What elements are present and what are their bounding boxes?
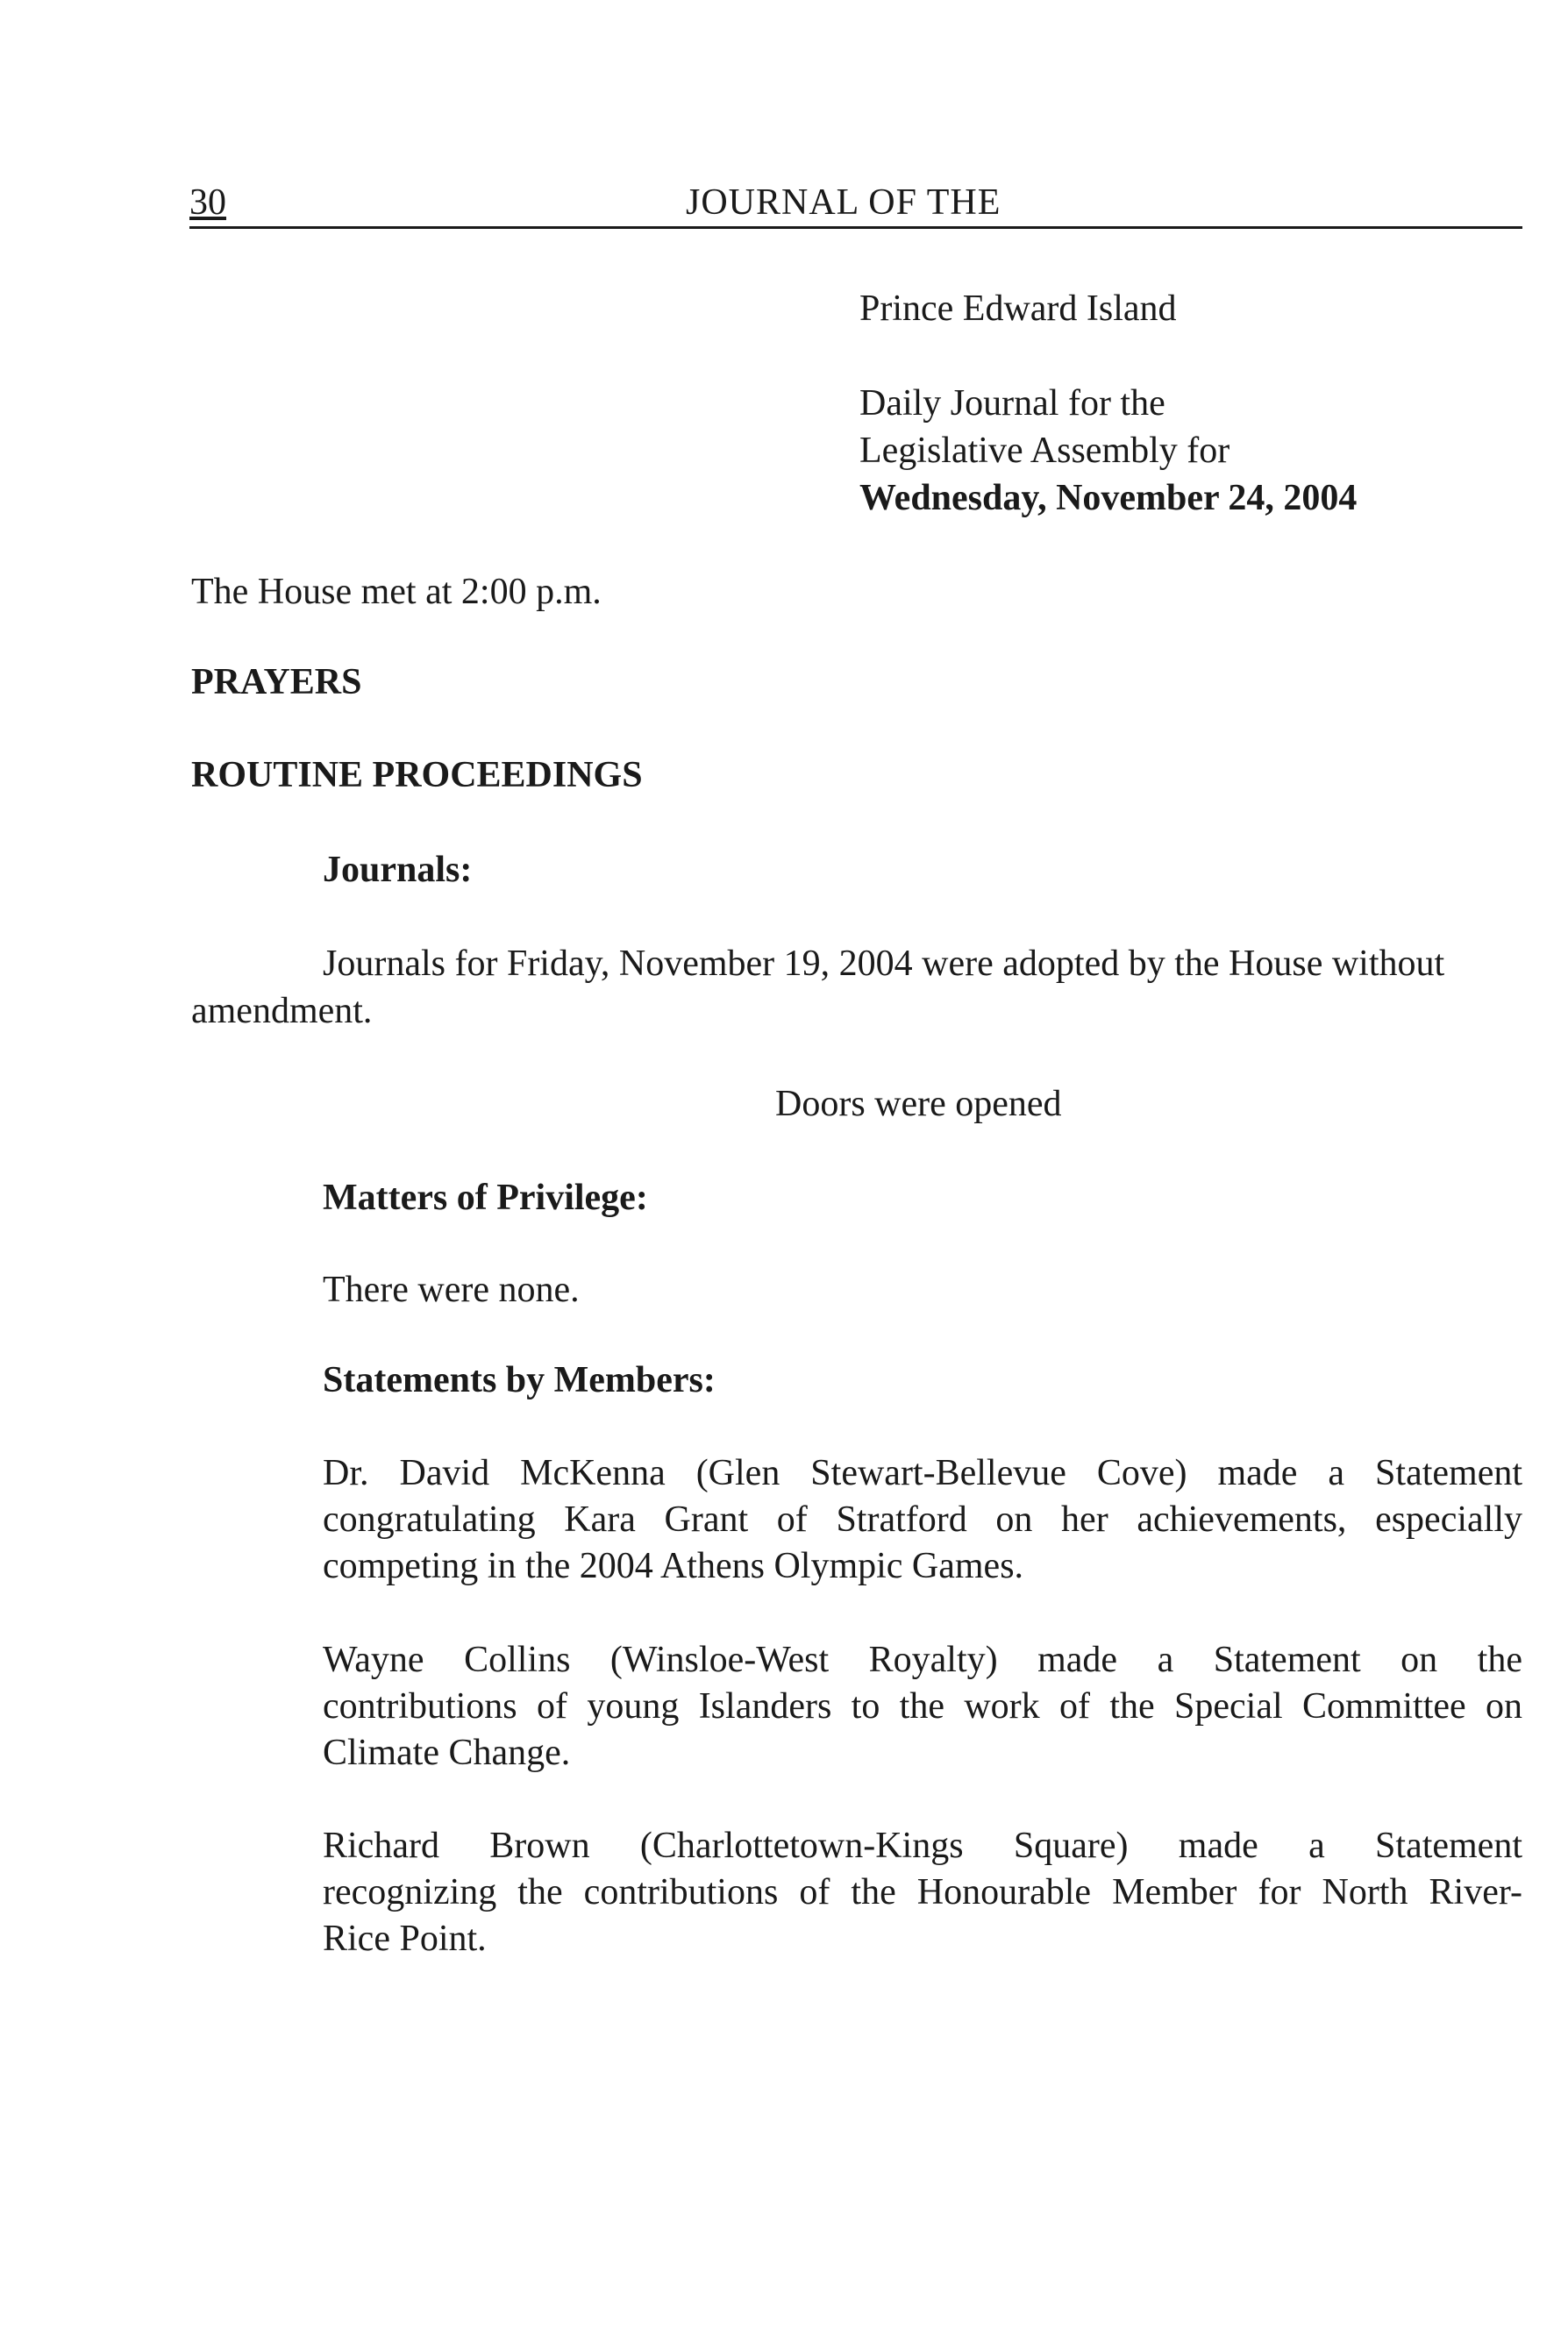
- statement-paragraph: [323, 1450, 1522, 1590]
- statement-line: Richard Brown (Charlottetown-Kings Square) made a Statement: [323, 1826, 1522, 1866]
- routine-proceedings-heading: ROUTINE PROCEEDINGS: [191, 755, 643, 795]
- running-title: JOURNAL OF THE: [686, 182, 1001, 223]
- statement-paragraph: [323, 1823, 1522, 1962]
- statement-line: contributions of young Islanders to the work of the Special Committee on: [323, 1686, 1522, 1727]
- statement-line: Rice Point.: [323, 1919, 487, 1959]
- page-number: 30: [189, 182, 226, 223]
- journal-title-line1: Daily Journal for the: [859, 383, 1165, 424]
- statement-line: congratulating Kara Grant of Stratford on her achievements, especially: [323, 1499, 1522, 1540]
- journals-heading: Journals:: [323, 850, 473, 890]
- doors-opened-text: Doors were opened: [775, 1084, 1062, 1124]
- statements-heading: Statements by Members:: [323, 1360, 716, 1400]
- prayers-heading: PRAYERS: [191, 662, 362, 702]
- statement-line: Dr. David McKenna (Glen Stewart-Bellevue Cove) made a Statement: [323, 1453, 1522, 1493]
- province-name: Prince Edward Island: [859, 288, 1177, 329]
- journal-title-line2: Legislative Assembly for: [859, 431, 1230, 471]
- statement-line: recognizing the contributions of the Honourable Member for North River-: [323, 1872, 1522, 1912]
- statement-paragraph: [323, 1637, 1522, 1777]
- privilege-heading: Matters of Privilege:: [323, 1178, 648, 1218]
- statement-line: Climate Change.: [323, 1733, 571, 1773]
- journals-text-line1: Journals for Friday, November 19, 2004 were adopted by the House without: [323, 944, 1445, 984]
- statement-line: Wayne Collins (Winsloe-West Royalty) made a Statement on the: [323, 1640, 1522, 1680]
- privilege-text: There were none.: [323, 1270, 580, 1310]
- journals-text-line2: amendment.: [191, 991, 373, 1031]
- house-met-text: The House met at 2:00 p.m.: [191, 572, 602, 612]
- header-rule: [189, 226, 1522, 229]
- sitting-date: Wednesday, November 24, 2004: [859, 478, 1358, 518]
- statement-line: competing in the 2004 Athens Olympic Games.: [323, 1546, 1024, 1586]
